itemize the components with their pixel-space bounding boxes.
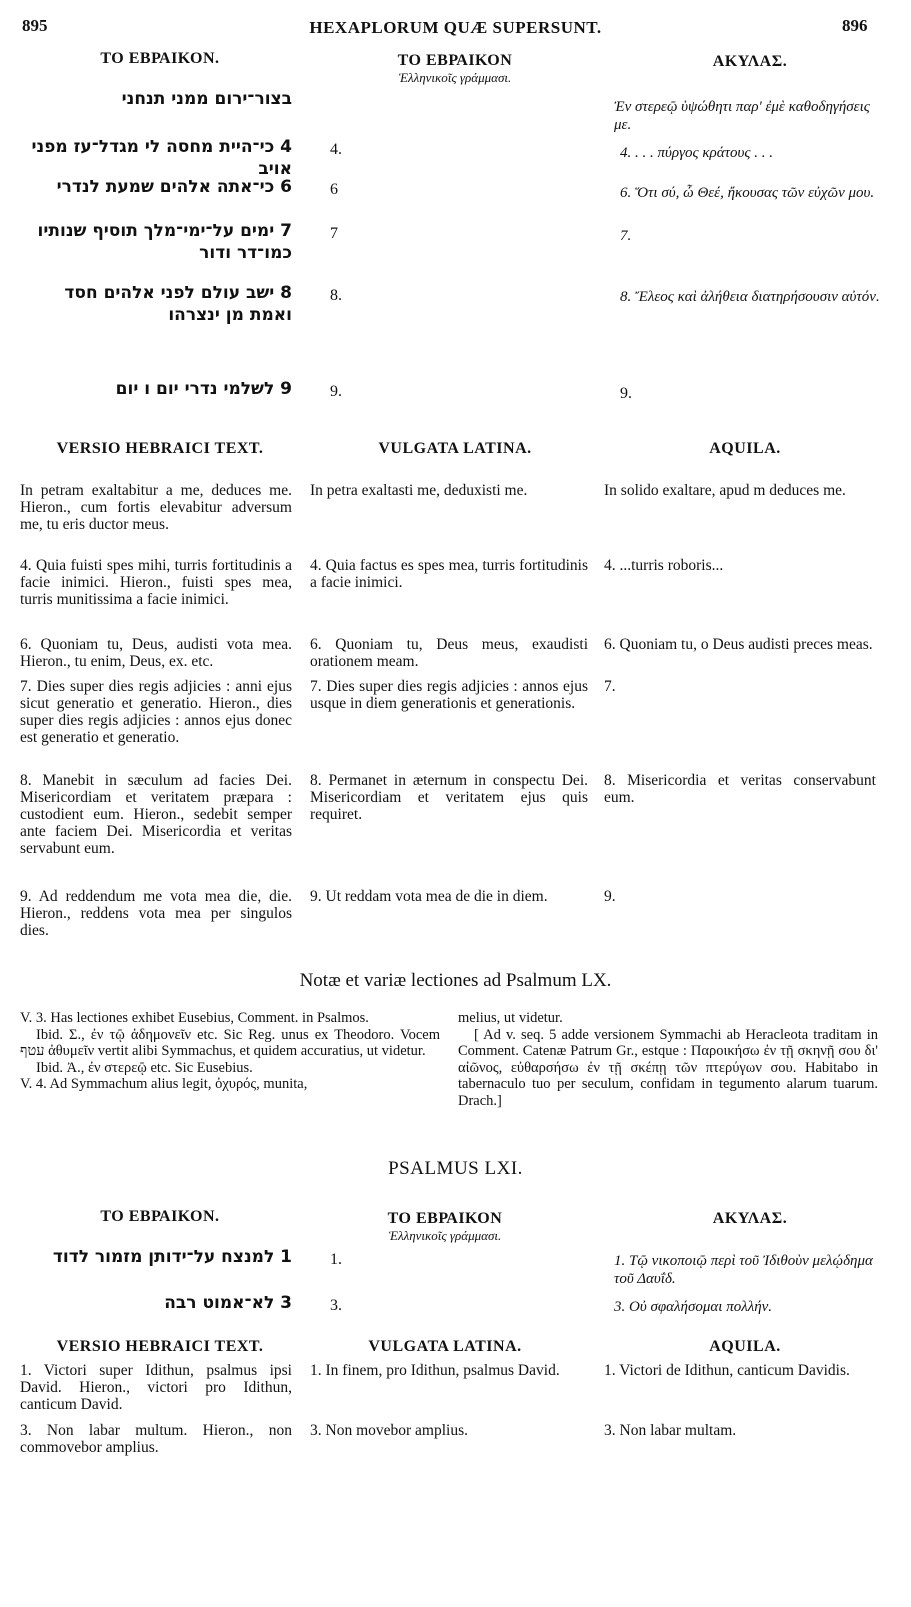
verse-number: 1. (330, 1251, 342, 1268)
vulgata-verse: 3. Non movebor amplius. (310, 1422, 468, 1439)
verse-number: 4. (330, 141, 342, 158)
vulgata-verse: 8. Permanet in æternum in conspectu Dei. Misericordiam et veritatem ejus quis requiret. (310, 772, 588, 823)
column-heading-aquila-latin: AQUILA. (709, 440, 781, 457)
versio-verse: 8. Manebit in sæculum ad facies Dei. Misericordiam et veritatem præpara : custodient eum. Hieron., sedebit semper ante faciem Dei. Misericordia et veritas servabunt eum. (20, 772, 292, 857)
versio-verse: 6. Quoniam tu, Deus, audisti vota mea. Hieron., tu enim, Deus, ex. etc. (20, 636, 292, 670)
column-heading-versio: VERSIO HEBRAICI TEXT. (56, 1338, 264, 1355)
aquila-latin-verse: 1. Victori de Idithun, canticum Davidis. (604, 1362, 850, 1379)
column-heading-vulgata: VULGATA LATINA. (368, 1338, 522, 1355)
versio-verse: 4. Quia fuisti spes mihi, turris fortitudinis a facie inimici. Hieron., fuisti spes mea, turris munitissima a facie inimici. (20, 557, 292, 608)
versio-verse: 7. Dies super dies regis adjicies : anni ejus sicut generatio et generatio. Hieron., dies super dies regis adjicies : annos ejus donec est generatio et generatio. (20, 678, 292, 746)
page-number-right: 896 (842, 16, 868, 35)
column-heading-hebrew: ΤΟ ΕΒΡΑΙΚΟΝ. (100, 1208, 220, 1225)
hebrew-verse: 9 לשלמי נדרי יום ו יום (115, 379, 292, 399)
aquila-latin-verse: 7. (604, 678, 616, 695)
hebrew-verse: 6 כי־אתה אלהים שמעת לנדרי (56, 177, 292, 197)
notes-left-column (20, 1010, 440, 1093)
hebrew-verse: 4 כי־היית מחסה לי מגדל־עז מפני אויב (31, 137, 292, 179)
page-number-left: 895 (22, 16, 48, 35)
note-entry: V. 3. Has lectiones exhibet Eusebius, Comment. in Psalmos. (20, 1010, 369, 1026)
vulgata-verse: 6. Quoniam tu, Deus meus, exaudisti orationem meam. (310, 636, 588, 670)
vulgata-verse: 9. Ut reddam vota mea de die in diem. (310, 888, 548, 905)
vulgata-verse: In petra exaltasti me, deduxisti me. (310, 482, 528, 499)
note-entry: [ Ad v. seq. 5 adde versionem Symmachi ab Heracleota traditam in Comment. Catenæ Patrum Gr., estque : Παροικήσω ἐν τῇ σκηνῇ σου δι' αἰῶνος, εὐθαρσήσω ἐν τῇ σκέπῃ τῶν πτερύγων σου. Habitabo in tabernaculo tuo per seculum, confidam in tegumento alarum tuarum. Drach.] (458, 1026, 878, 1109)
aquila-latin-verse: 4. ...turris roboris... (604, 557, 724, 574)
verse-number: 3. (330, 1297, 342, 1314)
versio-verse: 3. Non labar multum. Hieron., non commovebor amplius. (20, 1422, 292, 1456)
column-heading-transliteration (320, 1210, 570, 1244)
column-heading-aquila-latin: AQUILA. (709, 1338, 781, 1355)
aquila-greek-verse: 4. . . . πύργος κράτους . . . (620, 145, 773, 161)
column-heading-transliteration (330, 52, 580, 86)
aquila-greek-verse: Ἐν στερεῷ ὑψώθητι παρ' ἐμὲ καθοδηγήσεις με. (614, 99, 870, 133)
verse-number: 7 (330, 225, 338, 242)
aquila-verse-number: 9. (620, 385, 632, 402)
column-heading-aquila: ΑΚΥΛΑΣ. (712, 53, 788, 70)
versio-verse: 1. Victori super Idithun, psalmus ipsi David. Hieron., victori pro Idithun, canticum David. (20, 1362, 292, 1413)
verse-number: 9. (330, 383, 342, 400)
aquila-latin-verse: 8. Misericordia et veritas conservabunt eum. (604, 772, 876, 806)
aquila-latin-verse: 9. (604, 888, 616, 905)
aquila-greek-verse: 6. Ὅτι σύ, ὦ Θεέ, ἤκουσας τῶν εὐχῶν μου. (620, 185, 875, 201)
column-heading-transliteration-subtitle: Ἑλληνικοῖς γράμμασι. (388, 1228, 502, 1243)
column-heading-transliteration-title: ΤΟ ΕΒΡΑΙΚΟΝ (397, 52, 513, 69)
column-heading-aquila: ΑΚΥΛΑΣ. (712, 1210, 788, 1227)
column-heading-transliteration-title: ΤΟ ΕΒΡΑΙΚΟΝ (387, 1210, 503, 1227)
notes-title: Notæ et variæ lectiones ad Psalmum LX. (299, 970, 612, 991)
aquila-latin-verse: 3. Non labar multam. (604, 1422, 737, 1439)
aquila-greek-verse: 3. Οὐ σφαλήσομαι πολλήν. (614, 1299, 773, 1315)
verse-number: 8. (330, 287, 342, 304)
vulgata-verse: 7. Dies super dies regis adjicies : annos ejus usque in diem generationis et generationis. (310, 678, 588, 712)
versio-verse: 9. Ad reddendum me vota mea die, die. Hieron., reddens vota mea per singulos dies. (20, 888, 292, 939)
column-heading-hebrew: ΤΟ ΕΒΡΑΙΚΟΝ. (100, 50, 220, 67)
note-entry: Ibid. Ἀ., ἐν στερεῷ etc. Sic Eusebius. (36, 1059, 253, 1076)
running-title: HEXAPLORUM QUÆ SUPERSUNT. (309, 18, 602, 37)
psalm-title: PSALMUS LXI. (388, 1158, 523, 1179)
aquila-greek-verse: 7. (620, 228, 632, 244)
aquila-latin-verse: In solido exaltare, apud m deduces me. (604, 482, 846, 499)
verse-number: 6 (330, 181, 338, 198)
note-entry: V. 4. Ad Symmachum alius legit, ὀχυρός, munita, (20, 1076, 308, 1092)
column-heading-vulgata: VULGATA LATINA. (378, 440, 532, 457)
notes-right-column (458, 1010, 878, 1109)
hebrew-verse: 1 למנצח על־ידותן מזמור לדוד (52, 1247, 292, 1267)
column-heading-transliteration-subtitle: Ἑλληνικοῖς γράμμασι. (398, 70, 512, 85)
note-entry: Ibid. Σ., ἐν τῷ ἀδημονεῖν etc. Sic Reg. unus ex Theodoro. Vocem עטף ἀθυμεῖν vertit alibi Symmachus, et quidem accuratius, ut videtur. (20, 1026, 440, 1059)
vulgata-verse: 4. Quia factus es spes mea, turris fortitudinis a facie inimici. (310, 557, 588, 591)
column-heading-versio: VERSIO HEBRAICI TEXT. (56, 440, 264, 457)
versio-verse: In petram exaltabitur a me, deduces me. Hieron., cum fortis elevabitur adversum me, tu eris ductor meus. (20, 482, 292, 533)
hebrew-verse: 8 ישב עולם לפני אלהים חסד ואמת מן ינצרהו (64, 283, 292, 325)
vulgata-verse: 1. In finem, pro Idithun, psalmus David. (310, 1362, 560, 1379)
hebrew-verse: 3 לא־אמוט רבה (164, 1293, 292, 1313)
hebrew-verse: 7 ימים על־ימי־מלך תוסיף שנותיו כמו־דר ודור (37, 221, 292, 263)
note-entry: melius, ut videtur. (458, 1010, 563, 1026)
aquila-greek-verse: 1. Τῷ νικοποιῷ περὶ τοῦ Ἰδιθοὺν μελῴδημα τοῦ Δαυΐδ. (614, 1253, 873, 1287)
hebrew-verse: בצור־ירום ממני תנחני (121, 89, 292, 109)
aquila-latin-verse: 6. Quoniam tu, o Deus audisti preces meas. (604, 636, 873, 653)
aquila-greek-verse: 8. Ἔλεος καὶ ἀλήθεια διατηρήσουσιν αὐτόν. (620, 289, 880, 305)
